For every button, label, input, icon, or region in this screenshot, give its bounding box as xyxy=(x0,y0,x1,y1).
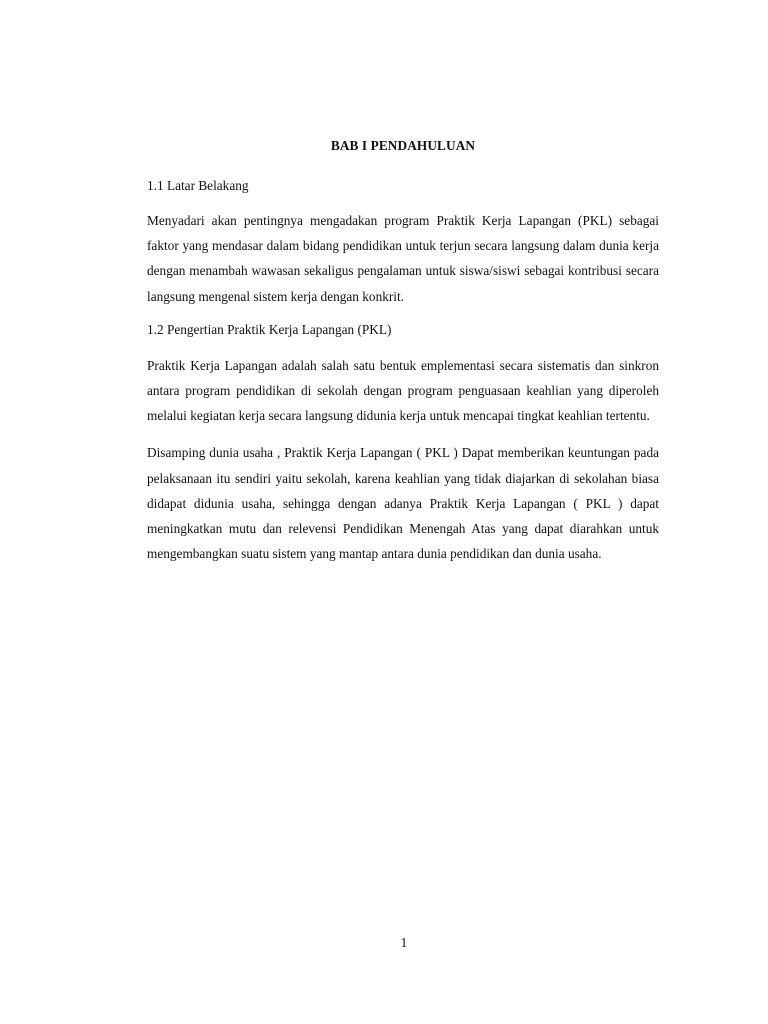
paragraph-manfaat-pkl: Disamping dunia usaha , Praktik Kerja Lapangan ( PKL ) Dapat memberikan keuntungan pada pelaksanaan itu sendiri yaitu sekolah, karena keahlian yang tidak diajarkan di sekolahan biasa didapat didunia usaha, sehingga dengan adanya Praktik Kerja Lapangan ( PKL ) dapat meningkatkan mutu dan relevensi Pendidikan Menengah Atas yang dapat diarahkan untuk mengembangkan suatu sistem yang mantap antara dunia pendidikan dan dunia usaha. xyxy=(147,445,659,562)
page-number: 1 xyxy=(400,935,408,950)
paragraph-latar-belakang: Menyadari akan pentingnya mengadakan program Praktik Kerja Lapangan (PKL) sebagai faktor yang mendasar dalam bidang pendidikan untuk terjun secara langsung dalam dunia kerja dengan menambah wawasan sekaligus pengalaman untuk siswa/siswi sebagai kontribusi secara langsung mengenal sistem kerja dengan konkrit. xyxy=(147,213,659,304)
section-heading-pengertian-pkl: 1.2 Pengertian Praktik Kerja Lapangan (PKL) xyxy=(147,321,392,337)
page-content xyxy=(147,136,659,566)
chapter-title: BAB I PENDAHULUAN xyxy=(330,138,476,153)
section-heading-latar-belakang: 1.1 Latar Belakang xyxy=(147,178,249,193)
paragraph-pengertian-pkl: Praktik Kerja Lapangan adalah salah satu bentuk emplementasi secara sistematis dan sinkron antara program pendidikan di sekolah dengan program penguasaan keahlian yang diperoleh melalui kegiatan kerja secara langsung didunia kerja untuk mencapai tingkat keahlian tertentu. xyxy=(147,357,659,424)
